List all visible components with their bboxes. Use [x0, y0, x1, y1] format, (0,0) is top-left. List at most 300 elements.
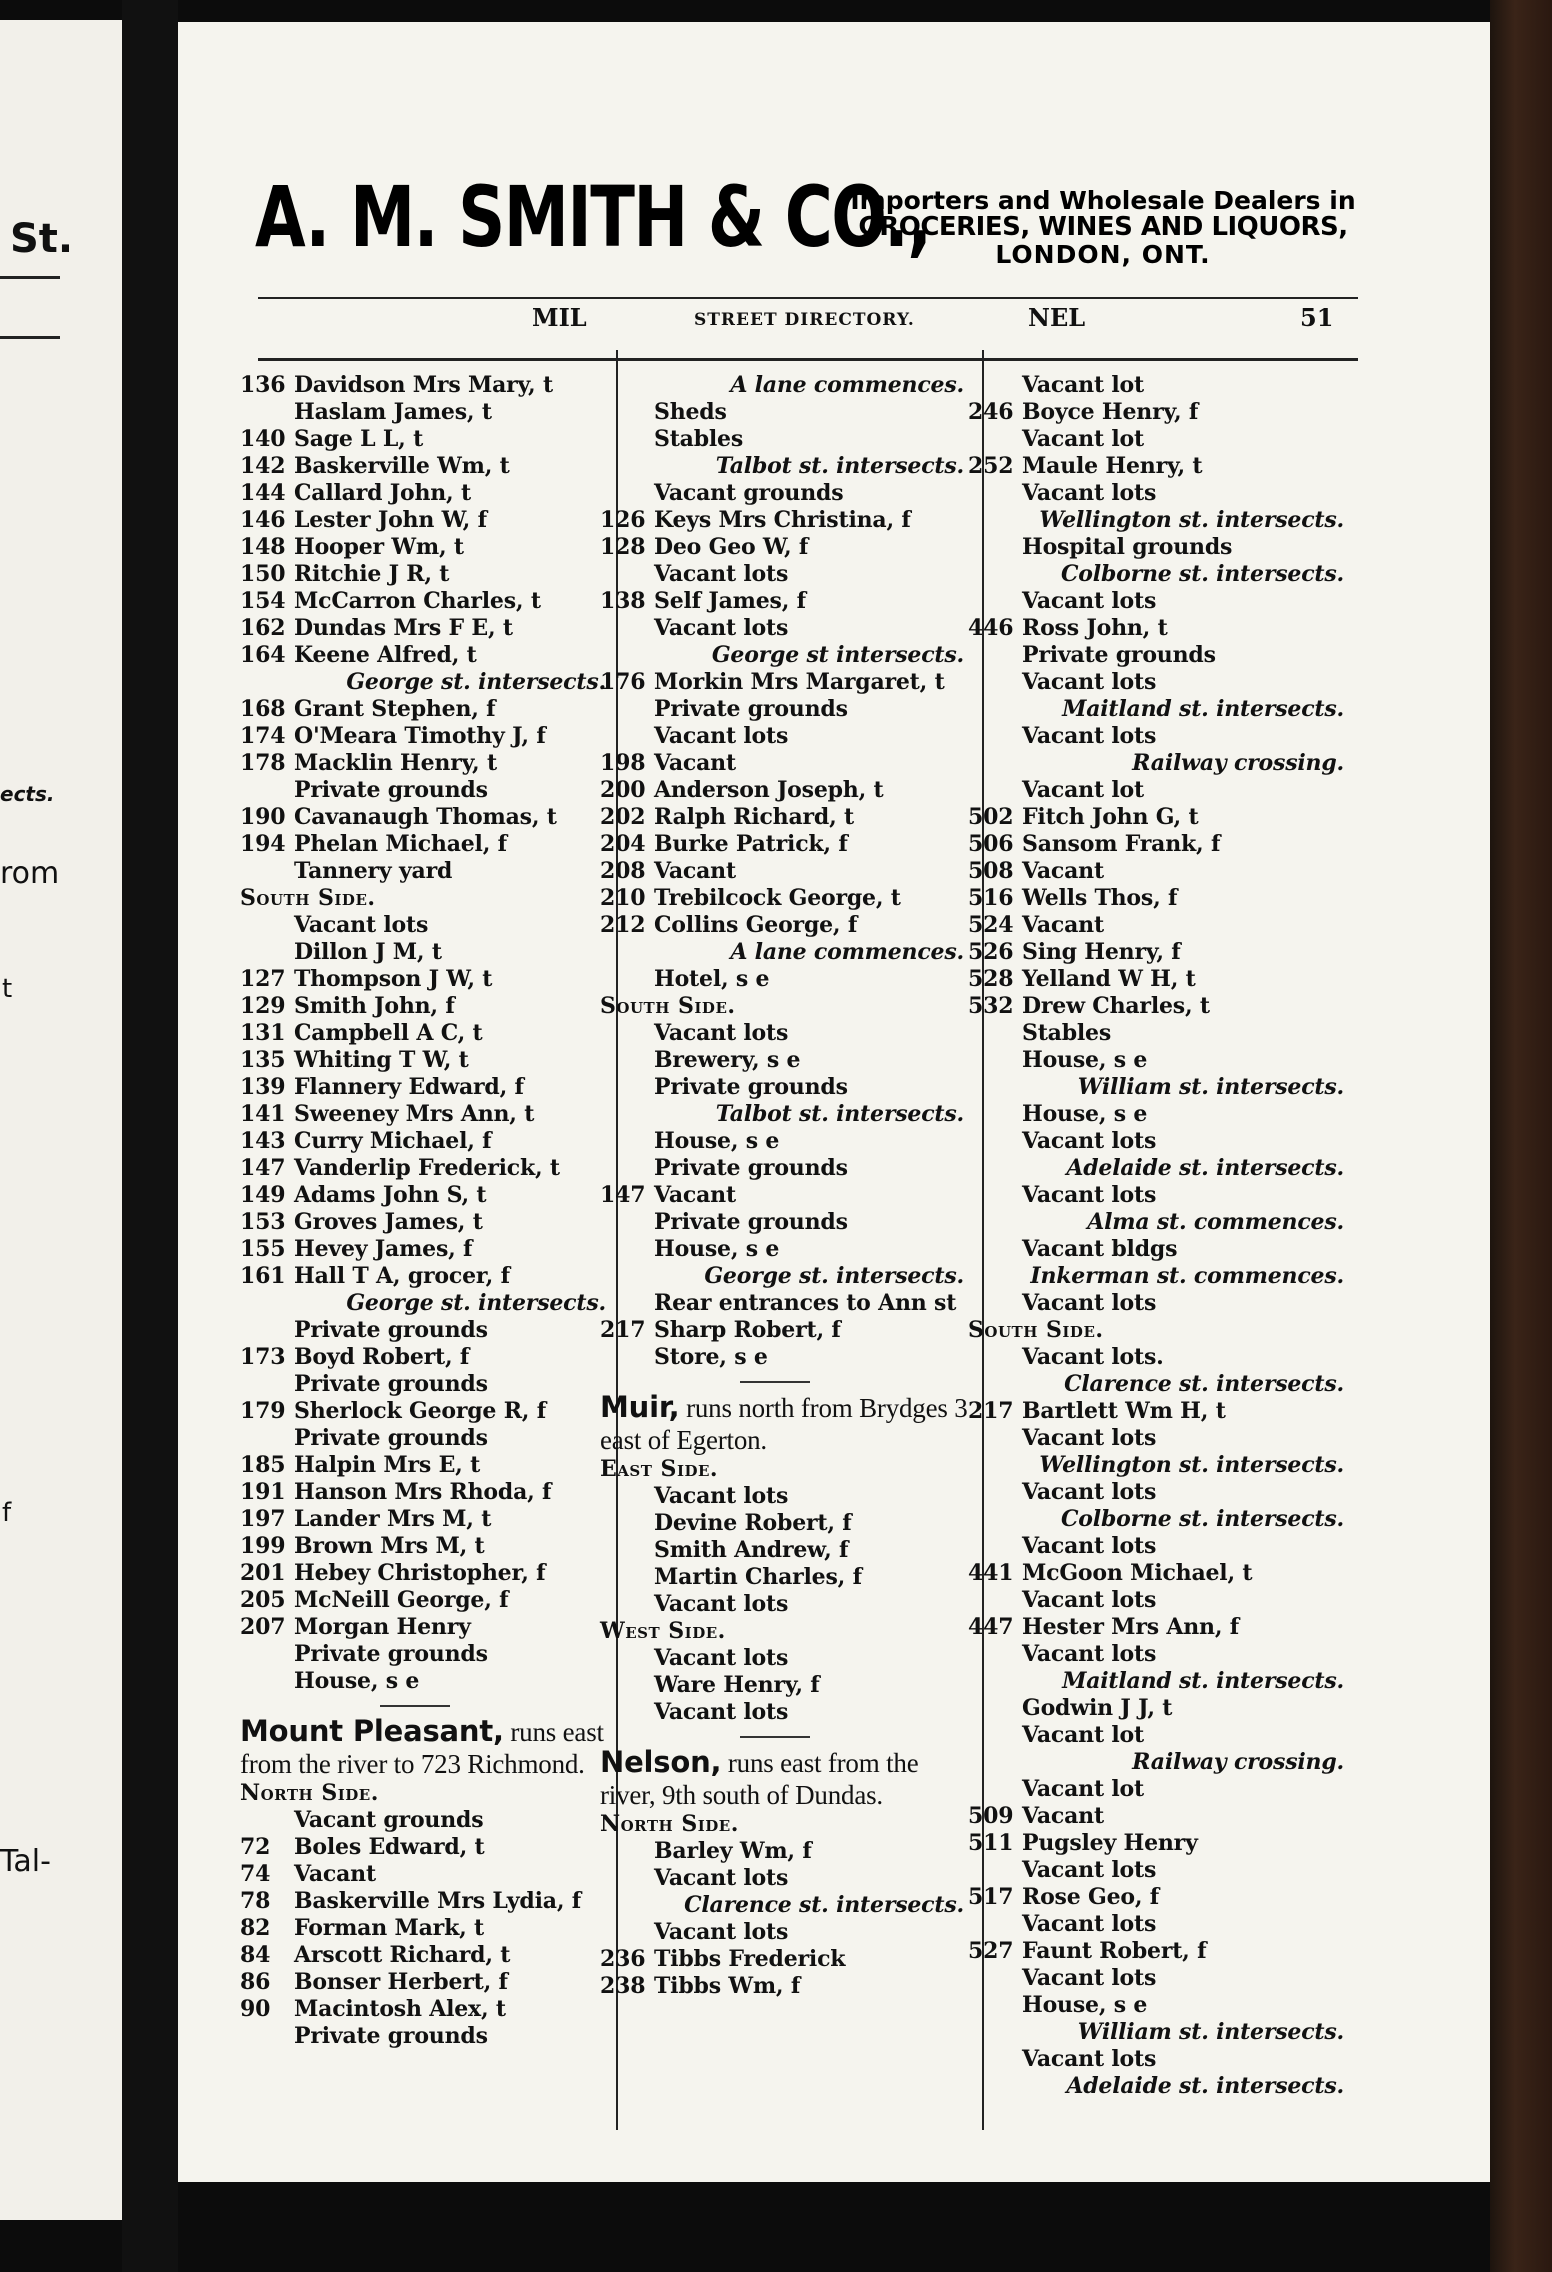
resident-name: Hooper Wm, t: [294, 534, 464, 560]
section-separator: [600, 1371, 968, 1391]
cross-street-note: Maitland st. intersects.: [1062, 696, 1344, 722]
resident-name: Vacant lots: [654, 723, 789, 749]
street-number: 138: [600, 588, 646, 614]
resident-name: Forman Mark, t: [294, 1915, 484, 1941]
street-heading: [600, 1391, 968, 1456]
directory-entry: [240, 1398, 610, 1425]
directory-entry: [968, 885, 1348, 912]
directory-entry: [240, 750, 610, 777]
tagline-line-1: Importers and Wholesale Dealers in: [850, 186, 1356, 215]
street-number: 82: [240, 1915, 271, 1941]
directory-entry: [968, 1938, 1348, 1965]
directory-entry: [968, 399, 1348, 426]
cross-street-note: Railway crossing.: [1132, 1749, 1344, 1775]
resident-name: Vacant lots: [654, 1020, 789, 1046]
resident-name: Bonser Herbert, f: [294, 1969, 508, 1995]
resident-name: Burke Patrick, f: [654, 831, 848, 857]
street-number: 511: [968, 1830, 1014, 1856]
cross-street-note: Alma st. commences.: [1087, 1209, 1344, 1235]
resident-name: Vacant lots: [1022, 1182, 1157, 1208]
directory-entry: [240, 480, 610, 507]
resident-name: Vacant lots: [654, 1699, 789, 1725]
directory-entry: [968, 1560, 1348, 1587]
directory-entry: [600, 1645, 968, 1672]
directory-entry: [968, 858, 1348, 885]
street-number: 143: [240, 1128, 286, 1154]
resident-name: Vacant: [1022, 1803, 1104, 1829]
previous-page-strip: [0, 20, 122, 2220]
street-number: 139: [240, 1074, 286, 1100]
resident-name: Sweeney Mrs Ann, t: [294, 1101, 535, 1127]
resident-name: Phelan Michael, f: [294, 831, 507, 857]
street-number: 136: [240, 372, 286, 398]
directory-entry: [600, 534, 968, 561]
directory-entry: [240, 534, 610, 561]
resident-name: Arscott Richard, t: [294, 1942, 511, 1968]
directory-entry: [968, 831, 1348, 858]
resident-name: House, s e: [654, 1128, 780, 1154]
street-number: 147: [600, 1182, 646, 1208]
street-number: 140: [240, 426, 286, 452]
directory-entry: [240, 1888, 610, 1915]
side-heading: North Side.: [600, 1811, 739, 1837]
street-name: Muir,: [600, 1390, 680, 1424]
cross-street-note: George st. intersects.: [346, 1290, 606, 1316]
street-number: 441: [968, 1560, 1014, 1586]
directory-entry: [240, 2023, 610, 2050]
directory-entry: [600, 561, 968, 588]
previous-page-fragment: ects.: [0, 782, 55, 806]
resident-name: Private grounds: [294, 1371, 488, 1397]
directory-entry: [600, 399, 968, 426]
resident-name: Halpin Mrs E, t: [294, 1452, 481, 1478]
directory-entry: [240, 1317, 610, 1344]
cross-street-note: Maitland st. intersects.: [1062, 1668, 1344, 1694]
street-number: 508: [968, 858, 1014, 884]
directory-entry: [240, 615, 610, 642]
directory-entry: [968, 1614, 1348, 1641]
street-number: 168: [240, 696, 286, 722]
header-rule: [258, 358, 1358, 361]
cross-street-note: A lane commences.: [730, 372, 964, 398]
running-head-right: NEL: [1028, 303, 1086, 332]
directory-entry: [240, 1479, 610, 1506]
resident-name: Vacant lots: [1022, 1128, 1157, 1154]
street-description: runs east from the river to 723 Richmond.: [240, 1717, 604, 1779]
resident-name: Private grounds: [654, 1155, 848, 1181]
cross-street-note: Talbot st. intersects.: [715, 453, 964, 479]
tagline-line-2: GROCERIES, WINES AND LIQUORS,: [858, 212, 1348, 243]
previous-page-fragment: f: [2, 1498, 12, 1528]
directory-entry: [600, 1591, 968, 1618]
directory-entry: [240, 1942, 610, 1969]
resident-name: Private grounds: [294, 1641, 488, 1667]
cross-street-note: A lane commences.: [730, 939, 964, 965]
resident-name: Boyd Robert, f: [294, 1344, 470, 1370]
street-number: 212: [600, 912, 646, 938]
separator-rule: [740, 1381, 810, 1383]
directory-entry: [240, 1155, 610, 1182]
resident-name: Sharp Robert, f: [654, 1317, 841, 1343]
resident-name: Hevey James, f: [294, 1236, 473, 1262]
running-head-title: STREET DIRECTORY.: [694, 310, 915, 330]
cross-street-note: Clarence st. intersects.: [684, 1892, 964, 1918]
street-number: 527: [968, 1938, 1014, 1964]
directory-entry: [240, 1915, 610, 1942]
street-number: 202: [600, 804, 646, 830]
directory-entry: [240, 912, 610, 939]
street-number: 198: [600, 750, 646, 776]
directory-entry: [600, 1946, 968, 1973]
directory-entry: [968, 453, 1348, 480]
previous-page-fragment: St.: [10, 216, 74, 262]
cross-street-note: Talbot st. intersects.: [715, 1101, 964, 1127]
directory-column-3: [968, 372, 1348, 2100]
directory-entry: [240, 1834, 610, 1861]
resident-name: Vacant lots: [654, 615, 789, 641]
directory-entry: [600, 1672, 968, 1699]
directory-entry: [240, 723, 610, 750]
directory-entry: [968, 1344, 1348, 1371]
street-number: 194: [240, 831, 286, 857]
resident-name: Brown Mrs M, t: [294, 1533, 485, 1559]
directory-entry: [240, 1533, 610, 1560]
resident-name: Dillon J M, t: [294, 939, 442, 965]
directory-entry: [968, 1722, 1348, 1749]
street-number: 90: [240, 1996, 271, 2022]
cross-street-note: William st. intersects.: [1077, 1074, 1344, 1100]
street-description: runs north from Brydges 3 east of Egerton.: [600, 1393, 968, 1455]
directory-entry: [968, 1695, 1348, 1722]
street-number: 217: [600, 1317, 646, 1343]
resident-name: Vacant: [654, 750, 736, 776]
resident-name: Brewery, s e: [654, 1047, 801, 1073]
street-description: runs east from the river, 9th south of Dundas.: [600, 1748, 919, 1810]
cross-street-note: Colborne st. intersects.: [1061, 561, 1344, 587]
directory-entry: [968, 804, 1348, 831]
resident-name: Macklin Henry, t: [294, 750, 497, 776]
directory-entry: [600, 1537, 968, 1564]
street-number: 146: [240, 507, 286, 533]
directory-entry: [968, 534, 1348, 561]
resident-name: Vacant lots: [1022, 1587, 1157, 1613]
directory-entry: [968, 615, 1348, 642]
directory-entry: [240, 1074, 610, 1101]
street-number: 129: [240, 993, 286, 1019]
resident-name: Private grounds: [294, 1425, 488, 1451]
directory-entry: [968, 642, 1348, 669]
directory-entry: [600, 1564, 968, 1591]
street-number: 526: [968, 939, 1014, 965]
directory-entry: [240, 1861, 610, 1888]
resident-name: Devine Robert, f: [654, 1510, 852, 1536]
directory-entry: [240, 372, 610, 399]
resident-name: Flannery Edward, f: [294, 1074, 524, 1100]
directory-entry: [968, 1047, 1348, 1074]
resident-name: House, s e: [1022, 1101, 1148, 1127]
resident-name: Sherlock George R, f: [294, 1398, 546, 1424]
directory-entry: [600, 966, 968, 993]
street-heading: [240, 1715, 610, 1780]
directory-entry: [968, 1857, 1348, 1884]
resident-name: Vacant lots: [294, 912, 429, 938]
resident-name: Private grounds: [294, 777, 488, 803]
running-head-left: MIL: [532, 303, 587, 332]
directory-entry: [600, 858, 968, 885]
resident-name: Thompson J W, t: [294, 966, 493, 992]
header-rule: [258, 297, 1358, 299]
directory-entry: [240, 1587, 610, 1614]
directory-entry: [968, 1182, 1348, 1209]
directory-column-2: [600, 372, 968, 2000]
street-number: 236: [600, 1946, 646, 1972]
resident-name: Smith John, f: [294, 993, 455, 1019]
directory-entry: [240, 1263, 610, 1290]
resident-name: Maule Henry, t: [1022, 453, 1203, 479]
directory-column-1: [240, 372, 610, 2050]
resident-name: Keys Mrs Christina, f: [654, 507, 911, 533]
resident-name: Tibbs Frederick: [654, 1946, 846, 1972]
resident-name: Hospital grounds: [1022, 534, 1233, 560]
resident-name: Vacant lots: [1022, 1911, 1157, 1937]
street-number: 147: [240, 1155, 286, 1181]
directory-entry: [240, 588, 610, 615]
resident-name: Private grounds: [1022, 642, 1216, 668]
resident-name: Deo Geo W, f: [654, 534, 809, 560]
resident-name: Grant Stephen, f: [294, 696, 496, 722]
directory-entry: [968, 1479, 1348, 1506]
resident-name: Vacant lot: [1022, 426, 1144, 452]
street-number: 528: [968, 966, 1014, 992]
directory-entry: [240, 1452, 610, 1479]
resident-name: Vacant lot: [1022, 1776, 1144, 1802]
side-heading: East Side.: [600, 1456, 719, 1482]
resident-name: Vacant lots: [654, 1865, 789, 1891]
street-number: 173: [240, 1344, 286, 1370]
directory-entry: [600, 1317, 968, 1344]
directory-entry: [240, 453, 610, 480]
resident-name: Anderson Joseph, t: [654, 777, 884, 803]
directory-entry: [240, 1344, 610, 1371]
directory-entry: [240, 696, 610, 723]
street-number: 190: [240, 804, 286, 830]
street-number: 238: [600, 1973, 646, 1999]
directory-entry: [968, 1776, 1348, 1803]
cross-street-note: Inkerman st. commences.: [1030, 1263, 1344, 1289]
separator-rule: [380, 1705, 450, 1707]
directory-entry: [600, 426, 968, 453]
directory-entry: [240, 507, 610, 534]
directory-entry: [240, 642, 610, 669]
resident-name: Dundas Mrs F E, t: [294, 615, 513, 641]
street-number: 246: [968, 399, 1014, 425]
street-number: 174: [240, 723, 286, 749]
street-name: Mount Pleasant,: [240, 1714, 504, 1748]
street-number: 84: [240, 1942, 271, 1968]
resident-name: Ritchie J R, t: [294, 561, 450, 587]
directory-entry: [600, 1344, 968, 1371]
resident-name: Vacant: [294, 1861, 376, 1887]
directory-entry: [240, 804, 610, 831]
street-number: 78: [240, 1888, 271, 1914]
street-number: 149: [240, 1182, 286, 1208]
resident-name: Vacant: [1022, 912, 1104, 938]
resident-name: Hester Mrs Ann, f: [1022, 1614, 1240, 1640]
directory-entry: [240, 939, 610, 966]
street-number: 74: [240, 1861, 271, 1887]
resident-name: McCarron Charles, t: [294, 588, 541, 614]
street-number: 127: [240, 966, 286, 992]
directory-entry: [600, 777, 968, 804]
resident-name: Vacant: [654, 1182, 736, 1208]
directory-entry: [968, 1641, 1348, 1668]
resident-name: Tannery yard: [294, 858, 453, 884]
directory-entry: [240, 966, 610, 993]
directory-entry: [968, 2046, 1348, 2073]
resident-name: Cavanaugh Thomas, t: [294, 804, 557, 830]
resident-name: Yelland W H, t: [1022, 966, 1196, 992]
resident-name: Keene Alfred, t: [294, 642, 477, 668]
directory-entry: [240, 1020, 610, 1047]
directory-entry: [240, 993, 610, 1020]
advertiser-name: A. M. SMITH & CO.,: [255, 168, 931, 266]
resident-name: Davidson Mrs Mary, t: [294, 372, 553, 398]
resident-name: Bartlett Wm H, t: [1022, 1398, 1226, 1424]
resident-name: Tibbs Wm, f: [654, 1973, 801, 1999]
directory-entry: [600, 1128, 968, 1155]
directory-entry: [968, 1290, 1348, 1317]
directory-entry: [600, 804, 968, 831]
directory-entry: [240, 1969, 610, 1996]
directory-entry: [600, 1919, 968, 1946]
street-number: 142: [240, 453, 286, 479]
street-number: 532: [968, 993, 1014, 1019]
directory-entry: [600, 1483, 968, 1510]
street-number: 205: [240, 1587, 286, 1613]
street-number: 164: [240, 642, 286, 668]
resident-name: Vacant lots: [654, 1919, 789, 1945]
previous-page-fragment: t: [2, 974, 13, 1004]
street-number: 178: [240, 750, 286, 776]
street-number: 502: [968, 804, 1014, 830]
street-number: 200: [600, 777, 646, 803]
street-number: 176: [600, 669, 646, 695]
directory-entry: [240, 858, 610, 885]
resident-name: Vacant: [654, 858, 736, 884]
street-number: 155: [240, 1236, 286, 1262]
directory-entry: [600, 723, 968, 750]
street-number: 447: [968, 1614, 1014, 1640]
directory-entry: [240, 1182, 610, 1209]
tagline-line-3: LONDON, ONT.: [995, 239, 1211, 269]
directory-entry: [600, 615, 968, 642]
resident-name: Lander Mrs M, t: [294, 1506, 492, 1532]
cross-street-note: Adelaide st. intersects.: [1066, 2073, 1344, 2099]
cross-street-note: George st. intersects.: [704, 1263, 964, 1289]
street-name: Nelson,: [600, 1745, 722, 1779]
resident-name: Vacant lots: [1022, 669, 1157, 695]
resident-name: Campbell A C, t: [294, 1020, 483, 1046]
directory-entry: [600, 507, 968, 534]
side-heading: South Side.: [240, 885, 376, 911]
resident-name: Store, s e: [654, 1344, 768, 1370]
cross-street-note: Clarence st. intersects.: [1064, 1371, 1344, 1397]
cross-street-note: Railway crossing.: [1132, 750, 1344, 776]
street-number: 201: [240, 1560, 286, 1586]
resident-name: Callard John, t: [294, 480, 471, 506]
resident-name: Vacant lots: [654, 1483, 789, 1509]
resident-name: Macintosh Alex, t: [294, 1996, 506, 2022]
directory-entry: [240, 1641, 610, 1668]
resident-name: Sing Henry, f: [1022, 939, 1181, 965]
directory-entry: [240, 1425, 610, 1452]
directory-entry: [600, 1290, 968, 1317]
directory-entry: [968, 912, 1348, 939]
resident-name: House, s e: [294, 1668, 420, 1694]
resident-name: Vacant grounds: [654, 480, 844, 506]
directory-entry: [968, 1398, 1348, 1425]
resident-name: Vacant lots.: [1022, 1344, 1164, 1370]
directory-entry: [968, 1965, 1348, 1992]
street-number: 506: [968, 831, 1014, 857]
resident-name: Godwin J J, t: [1022, 1695, 1173, 1721]
resident-name: Boles Edward, t: [294, 1834, 485, 1860]
directory-entry: [240, 1614, 610, 1641]
resident-name: Hanson Mrs Rhoda, f: [294, 1479, 552, 1505]
resident-name: Martin Charles, f: [654, 1564, 862, 1590]
directory-entry: [968, 1101, 1348, 1128]
resident-name: House, s e: [1022, 1047, 1148, 1073]
resident-name: Vacant lots: [1022, 588, 1157, 614]
resident-name: Vacant lot: [1022, 777, 1144, 803]
resident-name: Barley Wm, f: [654, 1838, 812, 1864]
resident-name: Trebilcock George, t: [654, 885, 901, 911]
resident-name: Vacant lots: [1022, 480, 1157, 506]
street-number: 208: [600, 858, 646, 884]
directory-entry: [240, 1807, 610, 1834]
directory-entry: [240, 1236, 610, 1263]
resident-name: Whiting T W, t: [294, 1047, 469, 1073]
directory-entry: [600, 750, 968, 777]
directory-entry: [600, 1074, 968, 1101]
directory-entry: [600, 669, 968, 696]
resident-name: Collins George, f: [654, 912, 858, 938]
resident-name: Vacant lots: [654, 1645, 789, 1671]
resident-name: Private grounds: [294, 1317, 488, 1343]
section-separator: [600, 1726, 968, 1746]
advertiser-tagline: [838, 188, 1368, 268]
resident-name: Hotel, s e: [654, 966, 770, 992]
resident-name: Private grounds: [654, 696, 848, 722]
resident-name: Private grounds: [654, 1209, 848, 1235]
street-number: 217: [968, 1398, 1014, 1424]
street-number: 161: [240, 1263, 286, 1289]
side-heading: North Side.: [240, 1780, 379, 1806]
previous-page-fragment: rom: [0, 856, 60, 891]
resident-name: O'Meara Timothy J, f: [294, 723, 546, 749]
resident-name: Boyce Henry, f: [1022, 399, 1199, 425]
directory-entry: [968, 1533, 1348, 1560]
resident-name: Vacant lots: [654, 1591, 789, 1617]
street-number: 252: [968, 453, 1014, 479]
resident-name: Vacant lot: [1022, 1722, 1144, 1748]
page-edge: [1490, 0, 1552, 2272]
resident-name: Faunt Robert, f: [1022, 1938, 1207, 1964]
directory-entry: [240, 399, 610, 426]
resident-name: Private grounds: [654, 1074, 848, 1100]
resident-name: Hall T A, grocer, f: [294, 1263, 510, 1289]
street-number: 141: [240, 1101, 286, 1127]
